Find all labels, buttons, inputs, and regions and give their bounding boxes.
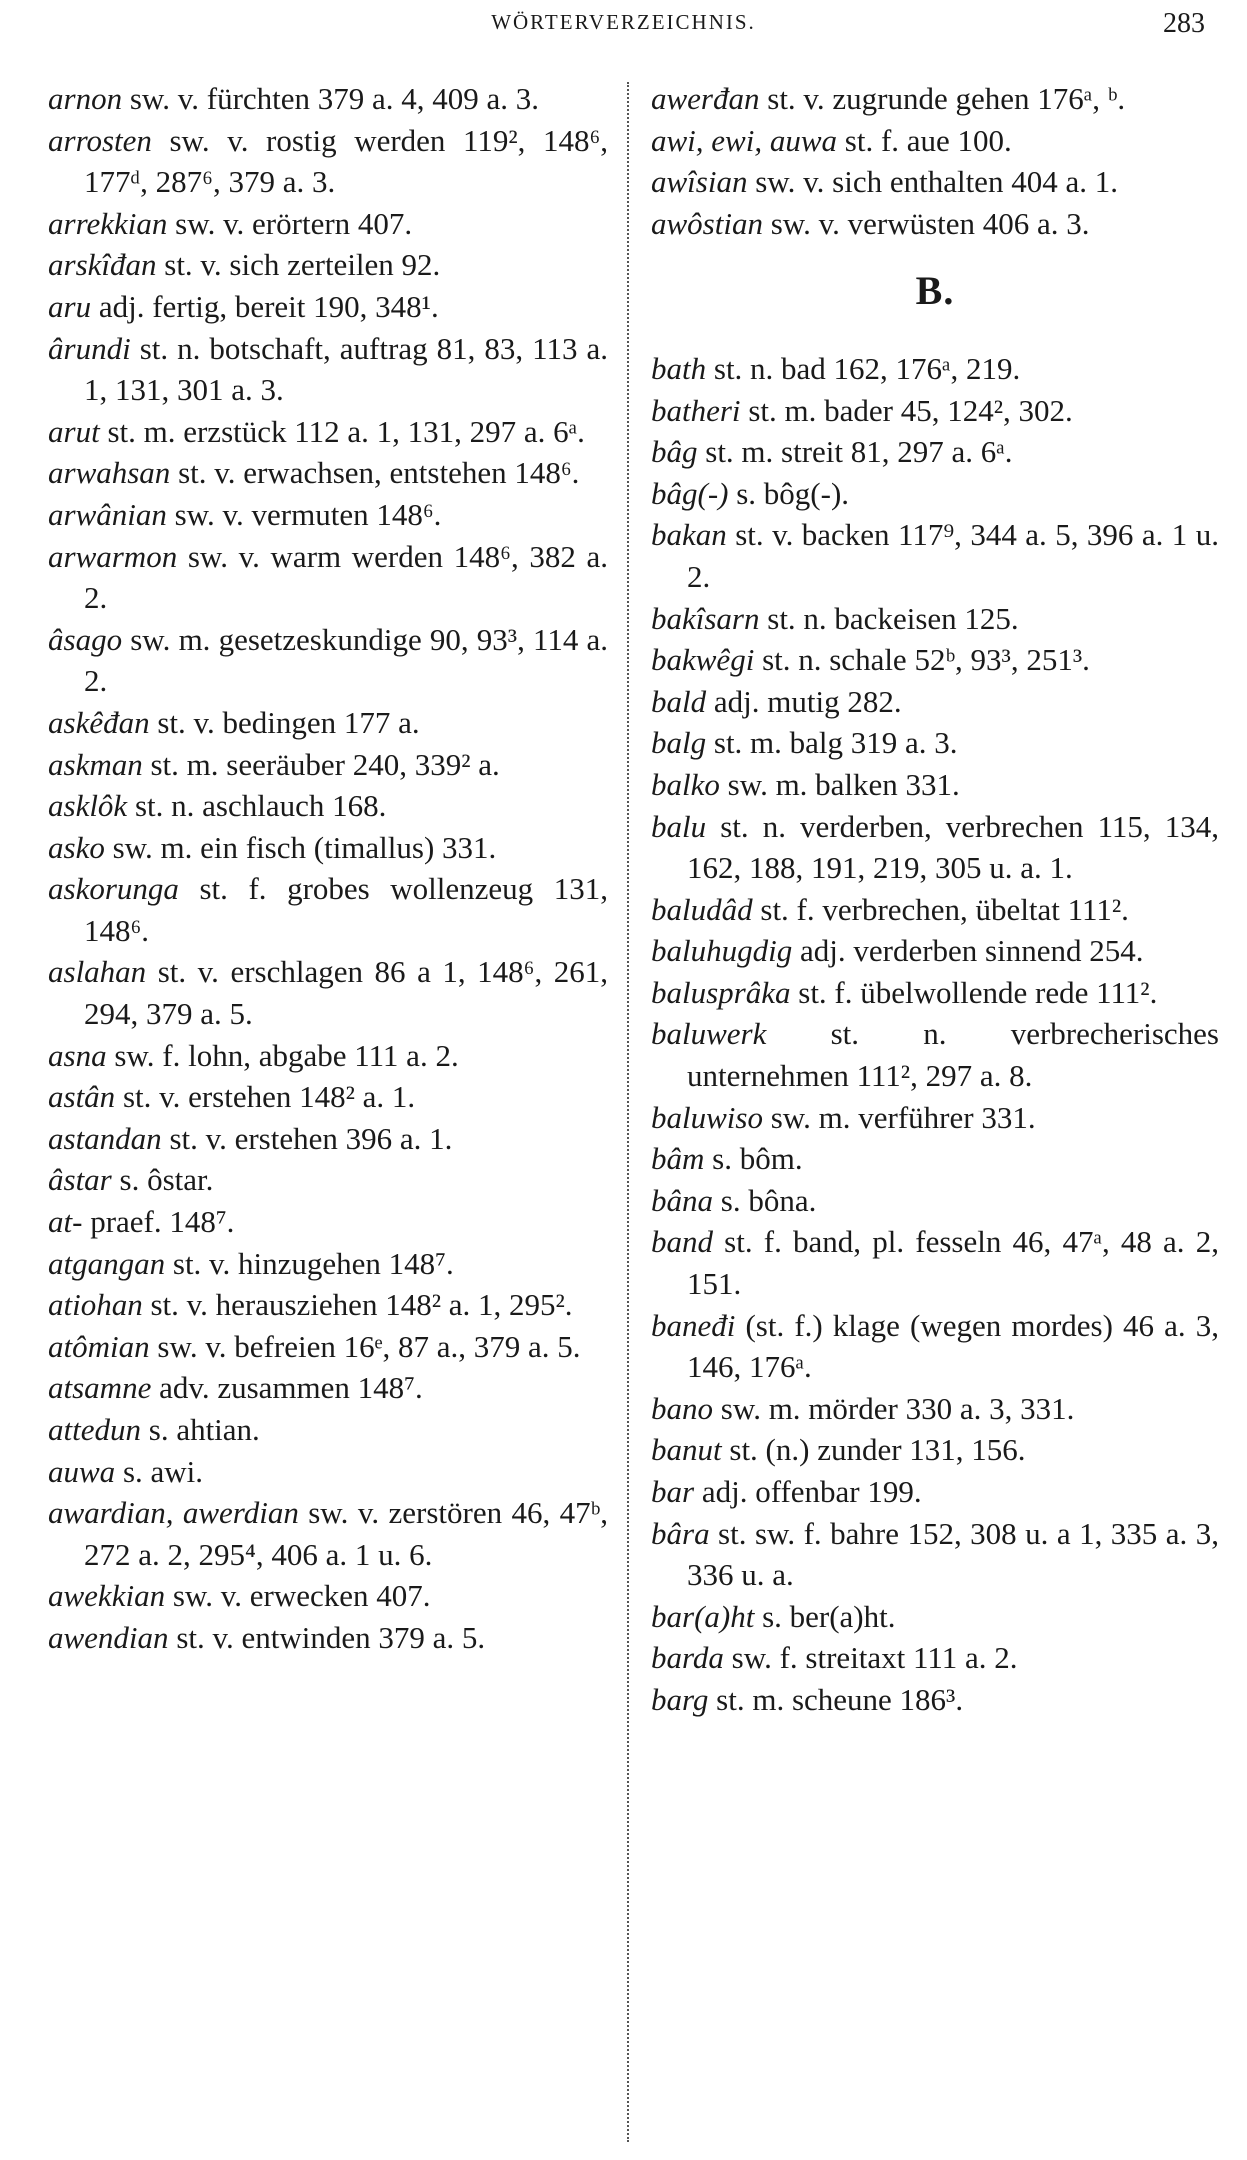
entry-definition: st. v. entwinden 379 a. 5. [168, 1619, 486, 1655]
entry-definition: s. ahtian. [141, 1412, 260, 1447]
entry-definition: s. ôstar. [111, 1162, 214, 1198]
right-column-a-entries [651, 78, 1219, 244]
dictionary-entry [651, 1305, 1219, 1388]
dictionary-entry [651, 1471, 1219, 1513]
headword: atiohan [48, 1287, 143, 1323]
entry-definition: sw. m. verführer 331. [762, 1099, 1036, 1135]
dictionary-entry [651, 120, 1219, 162]
headword: âsago [48, 621, 123, 657]
headword: atgangan [48, 1245, 166, 1281]
entry-definition: sw. v. warm werden 148⁶, 382 a. 2. [84, 538, 608, 616]
entry-definition: st. f. band, pl. fesseln 46, 47ᵃ, 48 a. 2, 151. [687, 1224, 1219, 1302]
headword: bâg(-) [651, 475, 729, 511]
dictionary-entry [48, 1159, 608, 1201]
headword: askman [48, 746, 143, 782]
headword: arnon [48, 81, 123, 116]
headword: balu [651, 808, 707, 844]
headword: aru [48, 288, 92, 324]
entry-definition: st. f. aue 100. [837, 122, 1012, 158]
entry-definition: st. v. backen 117⁹, 344 a. 5, 396 a. 1 u. 2. [687, 517, 1219, 594]
dictionary-entry [651, 78, 1219, 120]
headword: awerđan [651, 81, 760, 116]
dictionary-entry [48, 328, 608, 411]
entry-definition: s. awi. [115, 1453, 204, 1489]
entry-definition: st. v. bedingen 177 a. [149, 704, 420, 740]
entry-definition: st. n. verderben, verbrechen 115, 134, 162, 188, 191, 219, 305 u. a. 1. [687, 808, 1219, 886]
dictionary-entry [48, 1284, 608, 1326]
entry-definition: sw. m. ein fisch (timallus) 331. [104, 829, 497, 865]
headword: at- [48, 1204, 83, 1240]
entry-definition: st. v. erstehen 396 a. 1. [161, 1120, 453, 1156]
dictionary-entry [651, 1180, 1219, 1222]
entry-definition: sw. v. vermuten 148⁶. [166, 496, 442, 532]
dictionary-entry [651, 1138, 1219, 1180]
dictionary-entry [651, 1679, 1219, 1721]
headword: awekkian [48, 1578, 166, 1614]
entry-definition: sw. v. rostig werden 119², 148⁶, 177ᵈ, 287⁶, 379 a. 3. [84, 122, 608, 200]
entry-definition: st. n. botschaft, auftrag 81, 83, 113 a. 1, 131, 301 a. 3. [84, 330, 608, 408]
dictionary-entry [651, 473, 1219, 515]
entry-definition: adv. zusammen 148⁷. [151, 1370, 423, 1406]
dictionary-entry [651, 1097, 1219, 1139]
headword: arwarmon [48, 538, 178, 574]
dictionary-entry [48, 203, 608, 245]
dictionary-entry [48, 827, 608, 869]
headword: bakan [651, 517, 727, 553]
dictionary-entry [651, 930, 1219, 972]
dictionary-entry [48, 1035, 608, 1077]
headword: bath [651, 350, 707, 386]
entry-definition: st. sw. f. bahre 152, 308 u. a 1, 335 a. 3, 336 u. a. [687, 1515, 1219, 1593]
entry-definition: s. bôg(-). [728, 475, 850, 511]
entry-definition: st. n. bad 162, 176ᵃ, 219. [706, 350, 1021, 386]
entry-definition: st. m. seeräuber 240, 339² a. [142, 746, 500, 782]
dictionary-entry [48, 494, 608, 536]
page-number: 283 [1163, 8, 1205, 39]
dictionary-entry [48, 1326, 608, 1368]
entry-definition: st. f. verbrechen, übeltat 111². [752, 891, 1129, 927]
dictionary-entry [48, 1617, 608, 1659]
dictionary-entry [48, 244, 608, 286]
dictionary-entry [651, 390, 1219, 432]
dictionary-entry [48, 951, 608, 1034]
entry-definition: adj. offenbar 199. [694, 1474, 922, 1509]
headword: astandan [48, 1120, 162, 1156]
entry-definition: st. v. zugrunde gehen 176ᵃ, ᵇ. [759, 81, 1126, 116]
dictionary-entry [48, 785, 608, 827]
entry-definition: sw. v. erwecken 407. [165, 1578, 431, 1614]
headword: baludâd [651, 891, 753, 927]
entry-definition: st. m. streit 81, 297 a. 6ᵃ. [697, 434, 1013, 470]
dictionary-entry [651, 1513, 1219, 1596]
headword: bald [651, 683, 707, 719]
headword: banut [651, 1432, 722, 1468]
dictionary-entry [651, 1013, 1219, 1096]
headword: bar [651, 1474, 695, 1509]
dictionary-entry [651, 431, 1219, 473]
dictionary-entry [48, 868, 608, 951]
dictionary-entry [48, 1367, 608, 1409]
headword: arwânian [48, 496, 167, 532]
dictionary-entry [651, 161, 1219, 203]
dictionary-entry [48, 411, 608, 453]
entry-definition: sw. f. lohn, abgabe 111 a. 2. [106, 1037, 459, 1073]
headword: baluhugdig [651, 933, 793, 969]
headword: barg [651, 1681, 709, 1717]
headword: asko [48, 829, 105, 865]
headword: arwahsan [48, 455, 171, 491]
dictionary-entry [48, 1118, 608, 1160]
dictionary-entry [48, 1451, 608, 1493]
entry-definition: st. n. schale 52ᵇ, 93³, 251³. [754, 642, 1090, 678]
headword: awardian, awerdian [48, 1495, 299, 1531]
entry-definition: adj. fertig, bereit 190, 348¹. [91, 288, 439, 324]
headword: atsamne [48, 1370, 152, 1406]
dictionary-entry [651, 1596, 1219, 1638]
headword: bakîsarn [651, 600, 760, 636]
headword: arrekkian [48, 205, 168, 241]
page-header [0, 8, 1247, 48]
column-divider [627, 82, 629, 2142]
headword: awendian [48, 1619, 169, 1655]
headword: atômian [48, 1328, 150, 1364]
entry-definition: st. v. hinzugehen 148⁷. [165, 1245, 454, 1281]
entry-definition: sw. v. befreien 16ᵉ, 87 a., 379 a. 5. [149, 1328, 581, 1364]
dictionary-entry [651, 598, 1219, 640]
section-letter: B. [915, 268, 955, 314]
entry-definition: sw. v. erörtern 407. [167, 205, 413, 241]
dictionary-entry [48, 744, 608, 786]
entry-definition: st. m. balg 319 a. 3. [706, 725, 958, 761]
entry-definition: st. v. erwachsen, entstehen 148⁶. [170, 455, 580, 491]
dictionary-entry [48, 1201, 608, 1243]
entry-definition: sw. f. streitaxt 111 a. 2. [723, 1640, 1018, 1676]
dictionary-entry [651, 681, 1219, 723]
dictionary-entry [48, 619, 608, 702]
headword: bâg [651, 434, 698, 470]
entry-definition: st. v. erschlagen 86 a 1, 148⁶, 261, 294, 379 a. 5. [84, 954, 608, 1032]
dictionary-entry [651, 203, 1219, 245]
dictionary-entry [651, 722, 1219, 764]
left-column [48, 78, 608, 1659]
headword: askorunga [48, 871, 179, 907]
entry-definition: sw. v. verwüsten 406 a. 3. [762, 205, 1090, 241]
headword: arrosten [48, 122, 152, 158]
headword: attedun [48, 1412, 141, 1447]
entry-definition: adj. verderben sinnend 254. [792, 933, 1144, 969]
dictionary-entry [651, 1221, 1219, 1304]
headword: arskîđan [48, 247, 157, 283]
entry-definition: s. bôna. [713, 1182, 817, 1218]
dictionary-entry [48, 1409, 608, 1451]
dictionary-entry [651, 806, 1219, 889]
entry-definition: sw. v. zerstören 46, 47ᵇ, 272 a. 2, 295⁴, 406 a. 1 u. 6. [84, 1495, 608, 1572]
headword: arut [48, 413, 100, 449]
headword: auwa [48, 1453, 116, 1489]
headword: astân [48, 1079, 116, 1115]
headword: balko [651, 766, 720, 802]
headword: balg [651, 725, 707, 761]
entry-definition: s. bôm. [704, 1141, 803, 1177]
dictionary-entry [651, 764, 1219, 806]
entry-definition: praef. 148⁷. [82, 1204, 235, 1240]
entry-definition: sw. v. sich enthalten 404 a. 1. [747, 164, 1118, 200]
headword: bâra [651, 1515, 710, 1551]
headword: bâm [651, 1141, 705, 1177]
entry-definition: sw. m. balken 331. [719, 766, 960, 802]
entry-definition: st. v. erstehen 148² a. 1. [115, 1079, 416, 1115]
dictionary-entry [48, 1076, 608, 1118]
entry-definition: st. v. sich zerteilen 92. [156, 247, 441, 283]
entry-definition: st. m. bader 45, 124², 302. [740, 392, 1073, 428]
headword: batheri [651, 392, 741, 428]
headword: balusprâka [651, 974, 791, 1010]
entry-definition: sw. m. gesetzeskundige 90, 93³, 114 a. 2. [84, 621, 608, 699]
headword: baluwerk [651, 1016, 767, 1052]
dictionary-entry [48, 1575, 608, 1617]
dictionary-entry [651, 1388, 1219, 1430]
entry-definition: st. n. verbrecherisches unternehmen 111², 297 a. 8. [687, 1016, 1219, 1094]
dictionary-entry [48, 1492, 608, 1575]
dictionary-entry [651, 972, 1219, 1014]
dictionary-entry [651, 348, 1219, 390]
entry-definition: st. m. scheune 186³. [708, 1681, 964, 1717]
entry-definition: (st. f.) klage (wegen mordes) 46 a. 3, 146, 176ᵃ. [687, 1307, 1219, 1385]
running-title: WÖRTERVERZEICHNIS. [491, 10, 756, 34]
headword: âstar [48, 1162, 112, 1198]
dictionary-entry [48, 286, 608, 328]
headword: bar(a)ht [651, 1598, 755, 1634]
headword: bakwêgi [651, 642, 755, 678]
headword: awôstian [651, 205, 763, 241]
entry-definition: st. n. aschlauch 168. [127, 788, 387, 824]
headword: bano [651, 1390, 713, 1426]
entry-definition: s. ber(a)ht. [754, 1598, 896, 1634]
dictionary-entry [48, 1243, 608, 1285]
headword: baneđi [651, 1307, 736, 1343]
dictionary-entry [48, 702, 608, 744]
dictionary-entry [651, 514, 1219, 597]
entry-definition: st. n. backeisen 125. [759, 600, 1019, 636]
dictionary-entry [48, 452, 608, 494]
headword: asklôk [48, 788, 128, 824]
dictionary-entry [48, 120, 608, 203]
entry-definition: sw. v. fürchten 379 a. 4, 409 a. 3. [122, 81, 540, 116]
dictionary-entry [651, 889, 1219, 931]
dictionary-entry [651, 1429, 1219, 1471]
entry-definition: st. f. übelwollende rede 111². [790, 974, 1158, 1010]
entry-definition: st. m. erzstück 112 a. 1, 131, 297 a. 6ᵃ. [99, 413, 585, 449]
right-column-b-entries [651, 348, 1219, 1721]
headword: ârundi [48, 330, 131, 366]
dictionary-entry [48, 78, 608, 120]
headword: barda [651, 1640, 724, 1676]
right-column [651, 78, 1219, 1721]
dictionary-entry [651, 1637, 1219, 1679]
headword: awîsian [651, 164, 748, 200]
headword: band [651, 1224, 713, 1260]
dictionary-entry [48, 536, 608, 619]
entry-definition: st. v. herausziehen 148² a. 1, 295². [142, 1287, 573, 1323]
entry-definition: sw. m. mörder 330 a. 3, 331. [713, 1390, 1075, 1426]
entry-definition: adj. mutig 282. [706, 683, 902, 719]
headword: aslahan [48, 954, 147, 990]
headword: asna [48, 1037, 107, 1073]
headword: bâna [651, 1182, 713, 1218]
entry-definition: st. f. grobes wollenzeug 131, 148⁶. [84, 871, 608, 948]
dictionary-entry [651, 639, 1219, 681]
entry-definition: st. (n.) zunder 131, 156. [721, 1432, 1026, 1468]
headword: baluwiso [651, 1099, 763, 1135]
headword: askêđan [48, 704, 150, 740]
headword: awi, ewi, auwa [651, 122, 838, 158]
